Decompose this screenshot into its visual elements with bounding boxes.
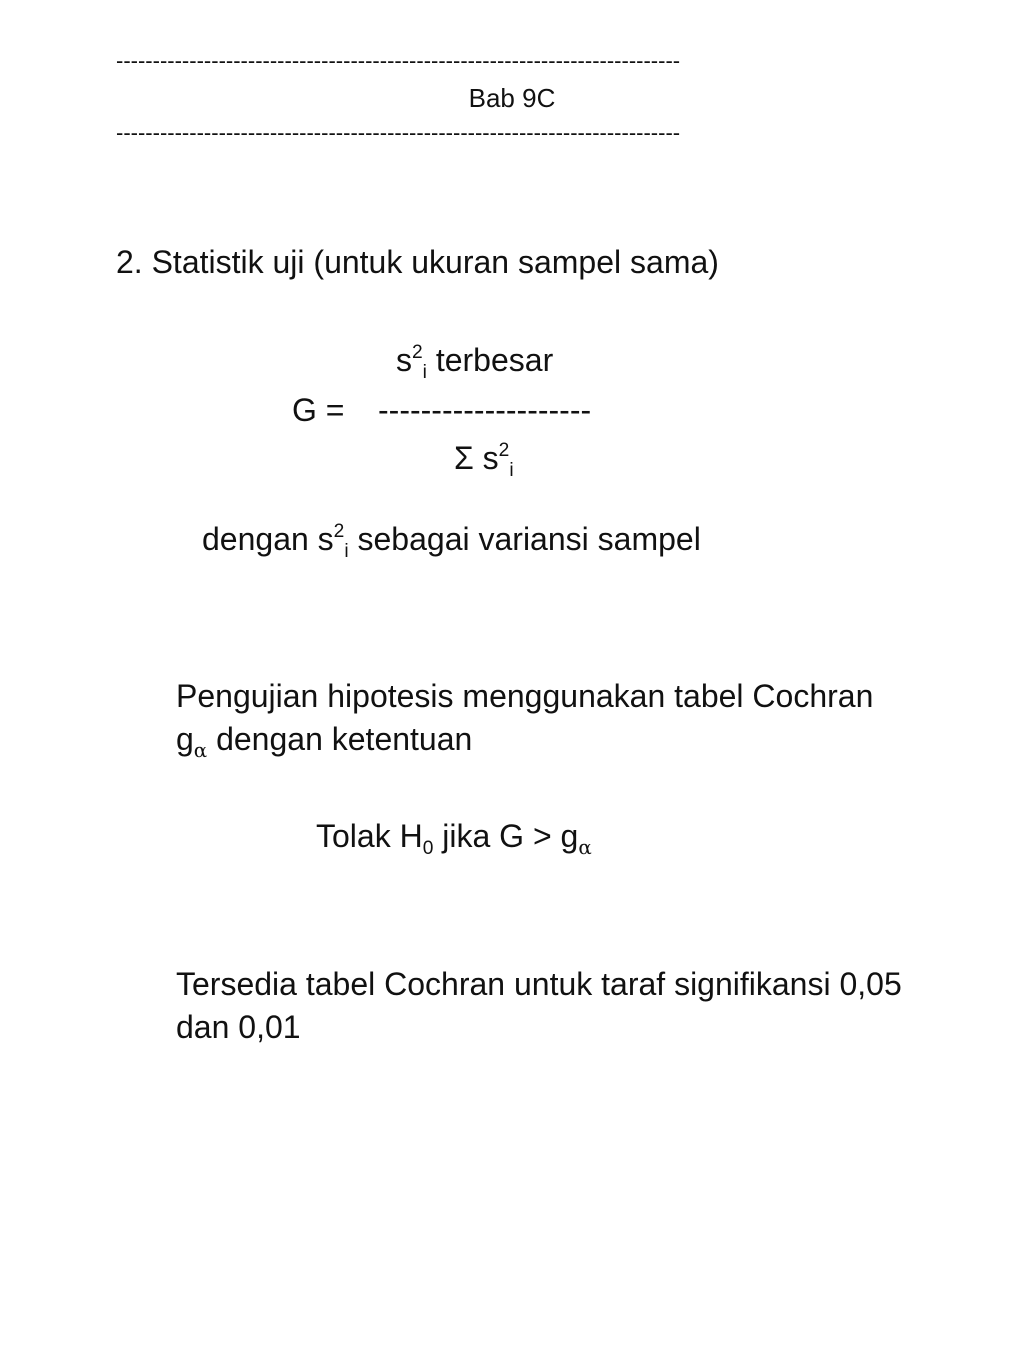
page-title: Bab 9C — [468, 83, 556, 113]
formula-denominator — [454, 440, 514, 482]
denominator-sub: i — [509, 460, 514, 482]
hypothesis-line-1: Pengujian hipotesis menggunakan tabel Cochran — [176, 678, 874, 714]
formula-fraction-bar: -------------------- — [378, 392, 592, 428]
definition-sup: 2 — [333, 521, 345, 543]
definition-sub: i — [344, 541, 349, 563]
rule-prefix: Tolak H — [316, 818, 423, 854]
numerator-base: s — [396, 342, 412, 378]
note-line-1: Tersedia tabel Cochran untuk taraf signifikansi 0,05 — [176, 966, 902, 1002]
numerator-word: terbesar — [426, 342, 554, 378]
alpha-subscript: α — [193, 739, 208, 763]
header-rule-bottom: ----------------------------------------------------------------------------- — [116, 122, 681, 144]
decision-rule — [316, 818, 592, 860]
numerator-sub: i — [422, 362, 427, 384]
note-line-2: dan 0,01 — [176, 1009, 301, 1045]
header-rule-top: ----------------------------------------------------------------------------- — [116, 50, 681, 72]
definition-line — [202, 521, 701, 563]
section-heading: 2. Statistik uji (untuk ukuran sampel sama) — [116, 244, 719, 280]
g-symbol: g — [176, 721, 194, 757]
definition-prefix: dengan s — [202, 521, 334, 557]
numerator-sup: 2 — [412, 342, 423, 364]
formula-lhs: G = — [292, 392, 345, 428]
formula-numerator — [396, 342, 554, 384]
hypothesis-line-2-rest: dengan ketentuan — [207, 721, 473, 757]
denominator-sup: 2 — [498, 440, 510, 462]
rule-alpha-subscript: α — [578, 836, 592, 860]
hypothesis-line-2 — [176, 721, 473, 763]
definition-suffix: sebagai variansi sampel — [348, 521, 701, 557]
h-zero-subscript: 0 — [422, 838, 434, 860]
denominator-base: Σ s — [454, 440, 499, 476]
rule-middle: jika G > g — [433, 818, 579, 854]
